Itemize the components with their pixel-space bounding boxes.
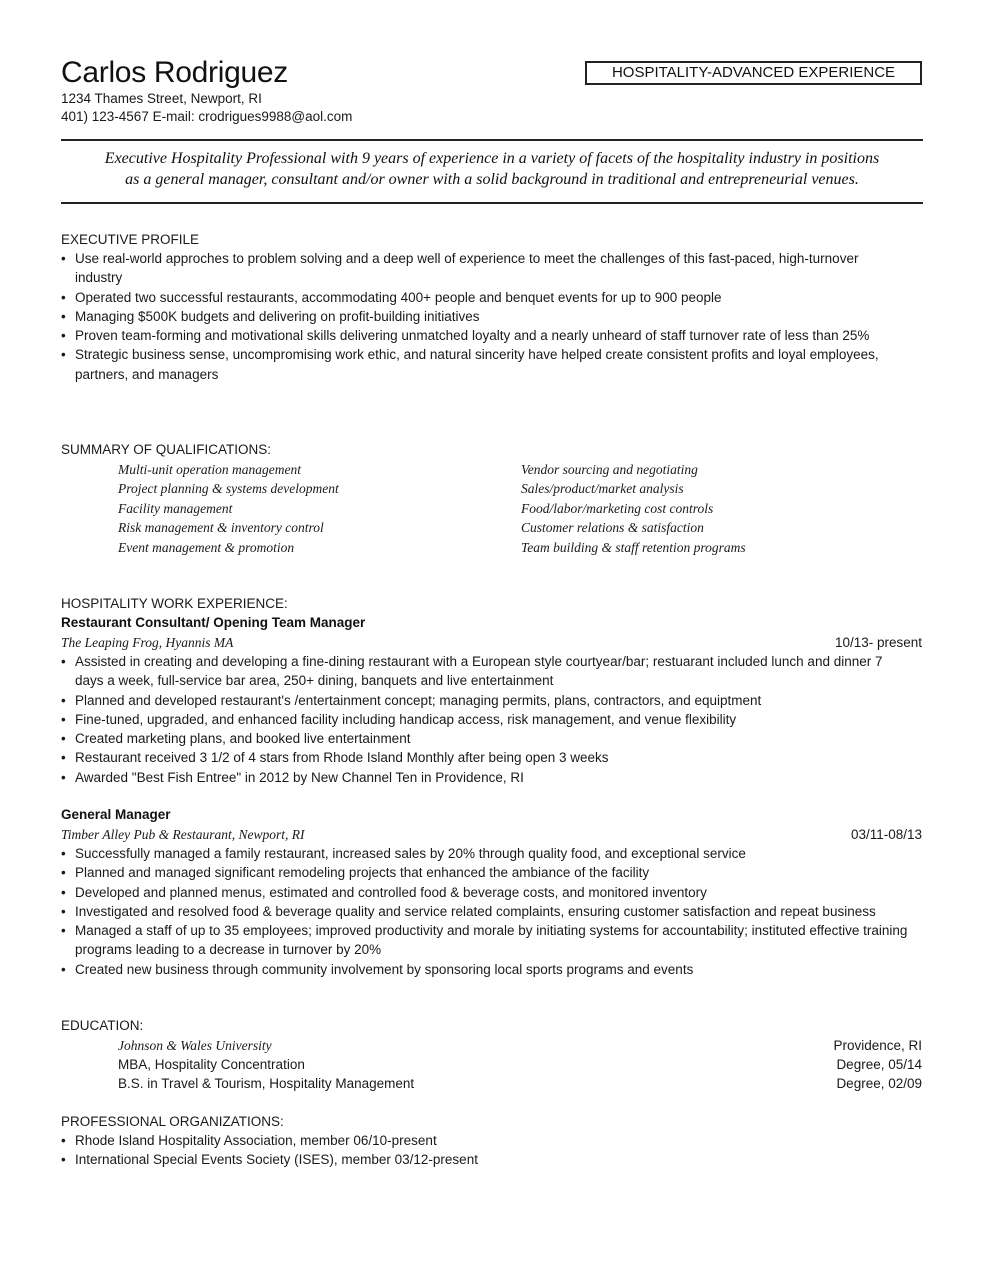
qualifications-right-column [521,460,746,557]
list-item: • Investigated and resolved food & beverage quality and service related complaints, ensuring customer satisfaction and repeat business [61,903,876,919]
work-experience-heading: HOSPITALITY WORK EXPERIENCE: [61,596,288,611]
list-item: Vendor sourcing and negotiating [521,462,698,477]
street-address: 1234 Thames Street, Newport, RI [61,91,262,106]
list-item: Event management & promotion [118,539,295,555]
objective-statement [61,148,923,190]
list-item: • Use real-world approches to problem solving and a deep well of experience to meet the challenges of this fast-paced, high-turnover industry [61,251,859,286]
candidate-name: Carlos Rodriguez [61,56,288,89]
job-employer: The Leaping Frog, Hyannis MA [61,635,234,650]
qualifications-left-column [118,460,339,557]
list-item: • Operated two successful restaurants, accommodating 400+ people and benquet events for up to 900 people [61,289,722,305]
list-item: • Managing $500K budgets and delivering on profit-building initiatives [61,308,480,324]
qualifications-heading: SUMMARY OF QUALIFICATIONS: [61,442,272,457]
job-title: Restaurant Consultant/ Opening Team Manager [61,615,366,630]
school-location: Providence, RI [833,1038,922,1053]
list-item: • Restaurant received 3 1/2 of 4 stars from Rhode Island Monthly after being open 3 weeks [61,750,609,766]
list-item: • Awarded "Best Fish Entree" in 2012 by New Channel Ten in Providence, RI [61,769,524,785]
objective-line-2: as a general manager, consultant and/or owner with a solid background in traditional and entrepreneurial venues. [125,171,859,188]
education-heading: EDUCATION: [61,1018,144,1033]
degree-mba: MBA, Hospitality Concentration [118,1057,305,1072]
degree-bs: B.S. in Travel & Tourism, Hospitality Management [118,1076,415,1091]
list-item: • Developed and planned menus, estimated and controlled food & beverage costs, and monitored inventory [61,884,707,900]
list-item: • Planned and managed significant remodeling projects that enhanced the ambiance of the facility [61,865,650,881]
list-item: • Strategic business sense, uncompromising work ethic, and natural sincerity have helped create consistent profits and loyal employees, partners, and managers [61,347,879,382]
organizations-list [61,1131,931,1170]
executive-profile-list [61,249,891,384]
school-name: Johnson & Wales University [118,1038,272,1053]
job-bullet-list [61,652,901,787]
list-item: Sales/product/market analysis [521,481,684,497]
job-dates: 10/13- present [834,635,922,650]
list-item: • Created marketing plans, and booked live entertainment [61,731,411,747]
list-item: • Successfully managed a family restaurant, increased sales by 20% through quality food, and exceptional service [61,846,746,861]
job-employer: Timber Alley Pub & Restaurant, Newport, RI [61,827,305,842]
executive-profile-heading: EXECUTIVE PROFILE [61,232,200,247]
job-bullet-list [61,844,929,979]
degree-mba-date: Degree, 05/14 [836,1057,922,1072]
list-item: • Created new business through community involvement by sponsoring local sports programs and events [61,961,694,977]
list-item: Project planning & systems development [118,481,339,497]
list-item: Multi-unit operation management [118,462,301,477]
degree-bs-date: Degree, 02/09 [836,1076,922,1091]
list-item: • Assisted in creating and developing a fine-dining restaurant with a European style courtyear/bar; restuarant included lunch and dinner 7 days a week, full-service bar area, 250+ dining, banquets and live entertainment [61,654,883,689]
list-item: Customer relations & satisfaction [521,520,704,536]
list-item: • International Special Events Society (ISES), member 03/12-present [61,1152,478,1168]
list-item: Food/labor/marketing cost controls [521,500,714,516]
job-dates: 03/11-08/13 [850,827,922,842]
list-item: Risk management & inventory control [118,520,324,536]
job-title: General Manager [61,807,171,822]
contact-line: 401) 123-4567 E-mail: crodrigues9988@aol.com [61,109,353,124]
list-item: • Managed a staff of up to 35 employees; improved productivity and morale by initiating systems for accountability; instituted effective training programs leading to a decrease in turnover by 20% [61,923,908,958]
top-divider [61,139,923,141]
list-item: Facility management [118,500,233,516]
organizations-heading: PROFESSIONAL ORGANIZATIONS: [61,1114,284,1129]
list-item: • Proven team-forming and motivational skills delivering unmatched loyalty and a nearly unheard of staff turnover rate of less than 25% [61,328,870,344]
list-item: • Rhode Island Hospitality Association, member 06/10-present [61,1133,437,1148]
list-item: • Planned and developed restaurant's /entertainment concept; managing permits, plans, contractors, and equiptment [61,692,762,708]
list-item: Team building & staff retention programs [521,539,746,555]
objective-line-1: Executive Hospitality Professional with 9 years of experience in a variety of facets of the hospitality industry in positions [104,150,880,167]
list-item: • Fine-tuned, upgraded, and enhanced facility including handicap access, risk management, and venue flexibility [61,711,737,727]
bottom-divider [61,202,923,204]
resume-type-tag: HOSPITALITY-ADVANCED EXPERIENCE [585,61,922,85]
